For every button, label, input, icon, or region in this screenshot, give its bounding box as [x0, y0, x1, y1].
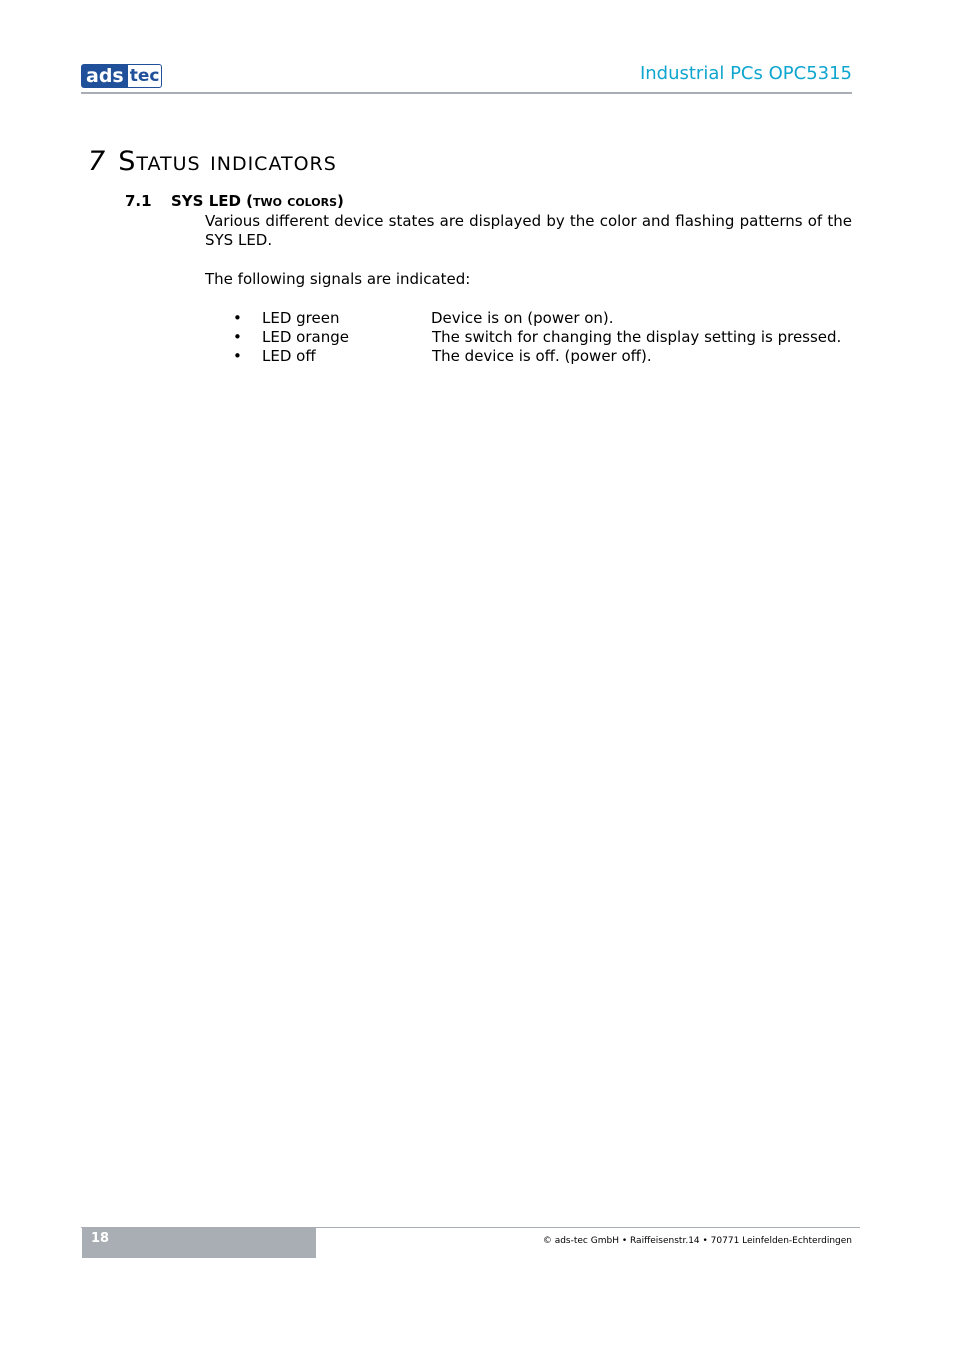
bullet-icon: •	[233, 347, 242, 365]
signal-label: LED off	[262, 347, 316, 365]
signal-item-off	[205, 347, 855, 366]
ads-tec-logo	[81, 64, 162, 88]
signal-item-green	[205, 309, 855, 328]
signal-description: The switch for changing the display setting is pressed.	[432, 328, 842, 346]
signal-description: The device is off. (power off).	[432, 347, 652, 365]
signal-label: LED green	[262, 309, 340, 327]
intro-paragraph: Various different device states are displayed by the color and flashing patterns of the SYS LED.	[205, 212, 852, 249]
header-title: Industrial PCs OPC5315	[639, 63, 852, 84]
signal-label: LED orange	[262, 328, 349, 346]
signal-item-orange	[205, 328, 855, 347]
chapter-heading	[88, 146, 337, 177]
page-number-box	[82, 1228, 316, 1258]
section-title-small: two colors	[253, 192, 338, 211]
section-heading	[125, 192, 344, 210]
section-title-end: )	[337, 192, 344, 211]
header-divider	[81, 92, 852, 94]
signal-description: Device is on (power on).	[431, 309, 614, 327]
bullet-icon: •	[233, 309, 242, 327]
section-title-main: SYS LED (	[171, 192, 254, 211]
signal-list	[205, 309, 855, 366]
footer-copyright: © ads-tec GmbH • Raiffeisenstr.14 • 70771 Leinfelden-Echterdingen	[542, 1236, 852, 1246]
signals-intro-paragraph: The following signals are indicated:	[205, 270, 471, 288]
logo-tec-part: tec	[128, 64, 163, 88]
page-number: 18	[91, 1231, 110, 1246]
logo-ads-part: ads	[81, 64, 128, 88]
section-number: 7.1	[125, 192, 152, 211]
chapter-title: Status indicators	[118, 146, 337, 178]
chapter-number: 7	[88, 146, 107, 178]
bullet-icon: •	[233, 328, 242, 346]
